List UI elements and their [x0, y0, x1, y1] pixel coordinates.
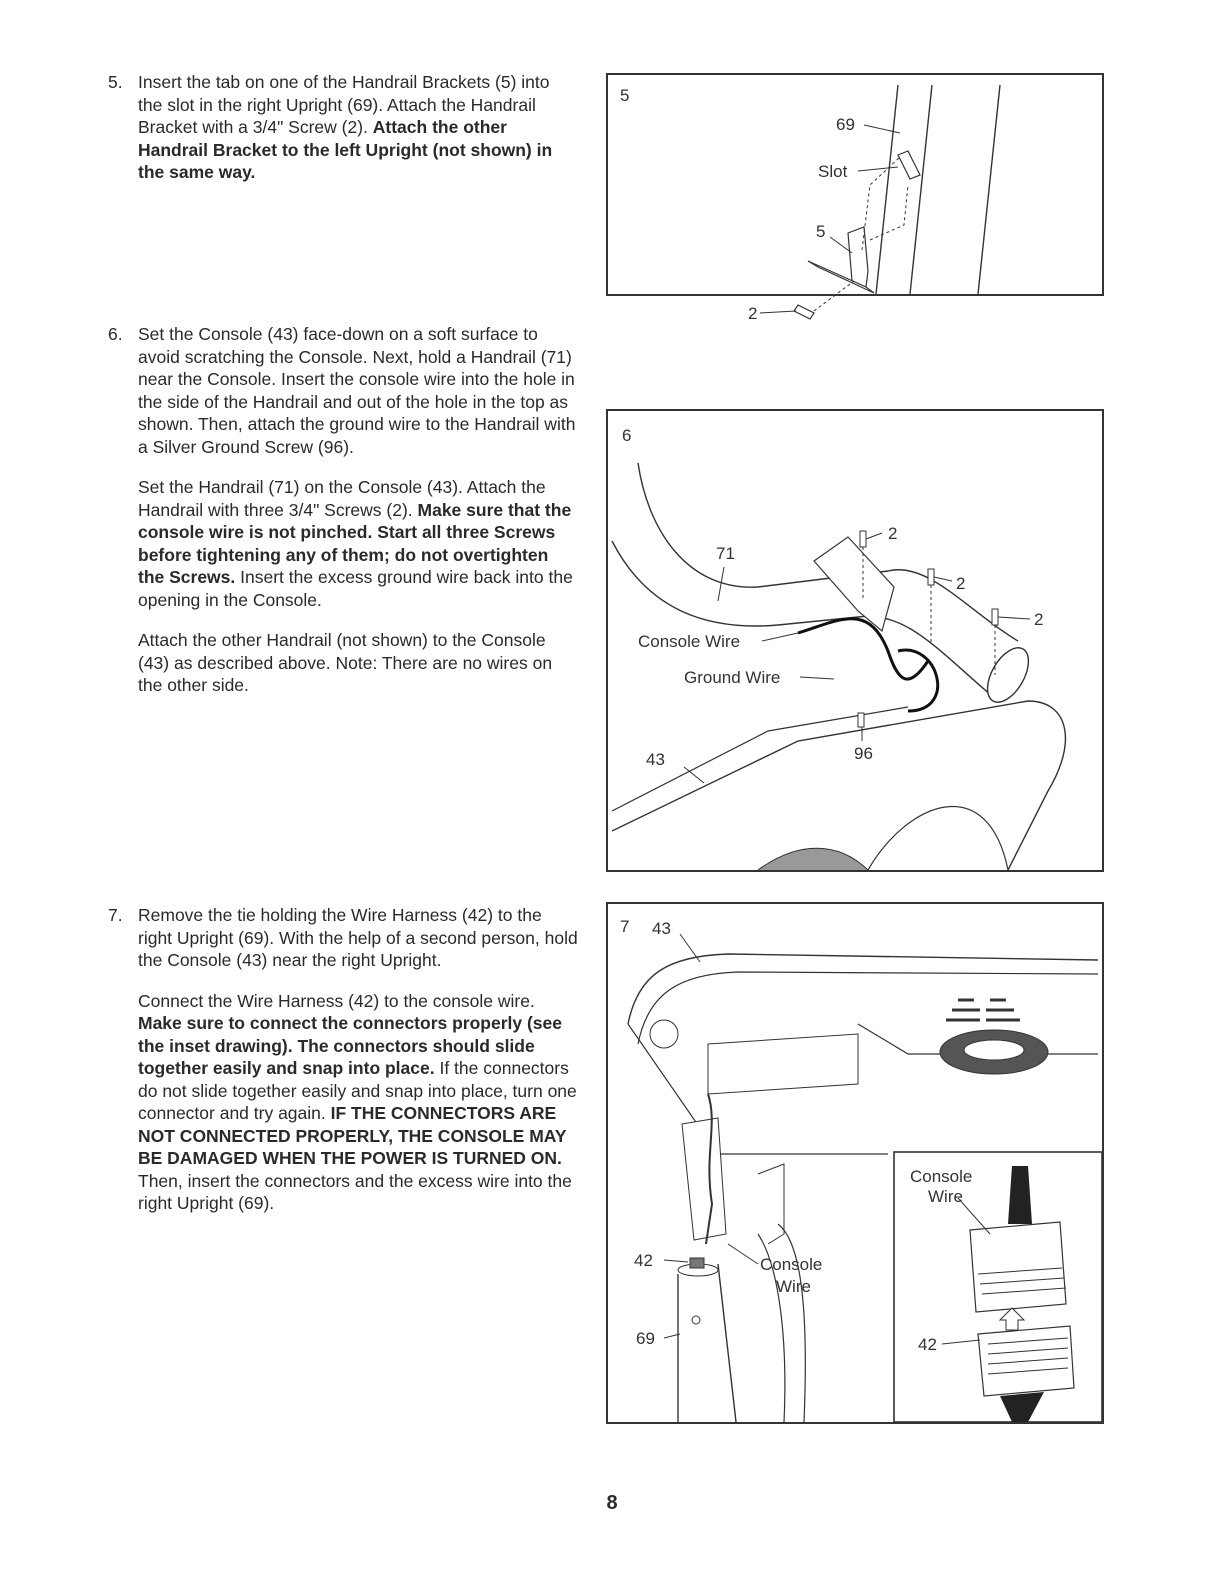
label-screw: 2 [888, 524, 898, 543]
step-body [138, 323, 578, 697]
figure-number: 7 [620, 917, 630, 936]
leader-line [760, 311, 796, 313]
step-body [138, 904, 578, 1215]
instruction-text: Insert the excess ground wire back into the opening in the Console. [138, 567, 573, 610]
step-5 [108, 71, 578, 202]
instruction-paragraph [138, 990, 578, 1215]
console-recess [868, 807, 1008, 870]
figure-7 [606, 902, 1104, 1424]
instruction-emphasis: IF THE CONNECTORS ARE NOT CONNECTED PROPERLY, THE CONSOLE MAY BE DAMAGED WHEN THE POWER IS TURNED ON. [138, 1103, 567, 1168]
console-panel [708, 1034, 858, 1094]
instruction-paragraph [138, 323, 578, 458]
instruction-text: Insert the tab on one of the Handrail Brackets (5) into the slot in the right Upright (69). Attach the Handrail Bracket with a 3/4" Screw (2). [138, 72, 550, 137]
guide-line [870, 185, 908, 240]
instruction-text: Set the Handrail (71) on the Console (43). Attach the Handrail with three 3/4" Screws (2). [138, 477, 546, 520]
ground-wire-drawing [898, 650, 938, 711]
upright-edge [978, 85, 1000, 294]
label-console-wire: Wire [776, 1277, 811, 1296]
instruction-emphasis: Attach the other Handrail Bracket to the left Upright (not shown) in the same way. [138, 117, 553, 182]
figure-5-drawing [608, 75, 1102, 294]
step-body [138, 71, 578, 184]
step-number: 7. [108, 905, 123, 925]
label-bracket: 5 [816, 222, 826, 241]
label-screw: 2 [748, 304, 758, 323]
upright-edge [910, 85, 932, 294]
instruction-emphasis: Make sure that the console wire is not pinched. Start all three Screws before tightening any of them; do not overtighten the Screws. [138, 499, 572, 587]
screw-icon [992, 609, 998, 625]
upright-hole [692, 1316, 700, 1324]
screw-icon [928, 569, 934, 585]
instruction-text: If the connectors do not slide together easily and snap into place, turn one connector and try again. [138, 1058, 577, 1123]
console-vent-slots [946, 1000, 1020, 1020]
label-inset-console-wire: Console [910, 1167, 973, 1186]
instruction-text: Connect the Wire Harness (42) to the console wire. [138, 990, 535, 1011]
leader-line [728, 1244, 758, 1264]
handrail-bracket [848, 227, 868, 287]
figure-number: 6 [622, 426, 632, 445]
guide-line [814, 281, 854, 311]
label-upright: 69 [636, 1329, 655, 1348]
screw-icon [860, 531, 866, 547]
figure-6-drawing [608, 411, 1102, 870]
inset-drawing [894, 1152, 1102, 1422]
label-console: 43 [646, 750, 665, 769]
instruction-paragraph [138, 629, 578, 697]
instruction-text: Then, insert the connectors and the excess wire into the right Upright (69). [138, 1170, 572, 1213]
label-ground-wire: Ground Wire [684, 668, 781, 687]
screw-icon [794, 305, 814, 319]
figure-7-drawing [608, 904, 1102, 1422]
instruction-paragraph [138, 476, 578, 611]
ground-screw-icon [858, 713, 864, 727]
label-slot: Slot [818, 162, 848, 181]
instruction-text: Attach the other Handrail (not shown) to the Console (43) as described above. Note: There are no wires on the other side. [138, 630, 553, 695]
console-outline [612, 701, 1065, 870]
label-upright: 69 [836, 115, 855, 134]
label-handrail: 71 [716, 544, 735, 563]
leader-line [864, 125, 900, 133]
instruction-text: Remove the tie holding the Wire Harness (42) to the right Upright (69). With the help of a second person, hold the Console (43) near the right Upright. [138, 905, 578, 970]
slot-shape [898, 151, 920, 179]
step-7 [108, 904, 578, 1233]
console-outline [628, 954, 1098, 1024]
upright-edge [876, 85, 898, 294]
page-number: 8 [606, 1492, 618, 1514]
figure-5 [606, 73, 1104, 323]
instruction-paragraph [138, 904, 578, 972]
instruction-paragraph [138, 71, 578, 184]
instruction-emphasis: Make sure to connect the connectors properly (see the inset drawing). The connectors should slide together easily and snap into place. [138, 1013, 563, 1078]
label-console-wire: Console [760, 1255, 823, 1274]
leader-line [858, 167, 898, 171]
label-inset-console-wire: Wire [928, 1187, 963, 1206]
step-number: 6. [108, 324, 123, 344]
label-screw: 2 [956, 574, 966, 593]
step-number: 5. [108, 72, 123, 92]
figure-number: 5 [620, 86, 630, 105]
instruction-text: Set the Console (43) face-down on a soft surface to avoid scratching the Console. Next, hold a Handrail (71) near the Console. Insert the console wire into the hole in the side of the Handrail and out of the hole in the top as shown. Then, attach the ground wire to the Handrail with a Silver Ground Screw (96). [138, 324, 576, 457]
leader-line [664, 1260, 688, 1262]
label-screw: 2 [1034, 610, 1044, 629]
upright-edge [718, 1264, 736, 1422]
label-console-wire: Console Wire [638, 632, 741, 651]
figure-6 [606, 409, 1104, 872]
console-bracket-edge [758, 1164, 784, 1244]
console-hole [650, 1020, 678, 1048]
handrail-end [979, 641, 1037, 709]
console-fan-hub [964, 1040, 1024, 1060]
label-ground-screw: 96 [854, 744, 873, 763]
label-harness: 42 [634, 1251, 653, 1270]
leader-line [934, 577, 952, 581]
leader-line [762, 633, 798, 641]
console-bracket [682, 1118, 726, 1240]
inset-connector-top [970, 1222, 1066, 1312]
leader-line [800, 677, 834, 679]
harness-connector [690, 1258, 704, 1268]
inset-cable-top [1008, 1166, 1032, 1224]
console-outline [638, 972, 1098, 1044]
label-inset-harness: 42 [918, 1335, 937, 1354]
leader-line [998, 617, 1030, 619]
step-6 [108, 323, 578, 715]
console-vent [758, 848, 868, 870]
guide-line [862, 157, 900, 250]
label-console: 43 [652, 919, 671, 938]
leader-line [866, 533, 882, 539]
